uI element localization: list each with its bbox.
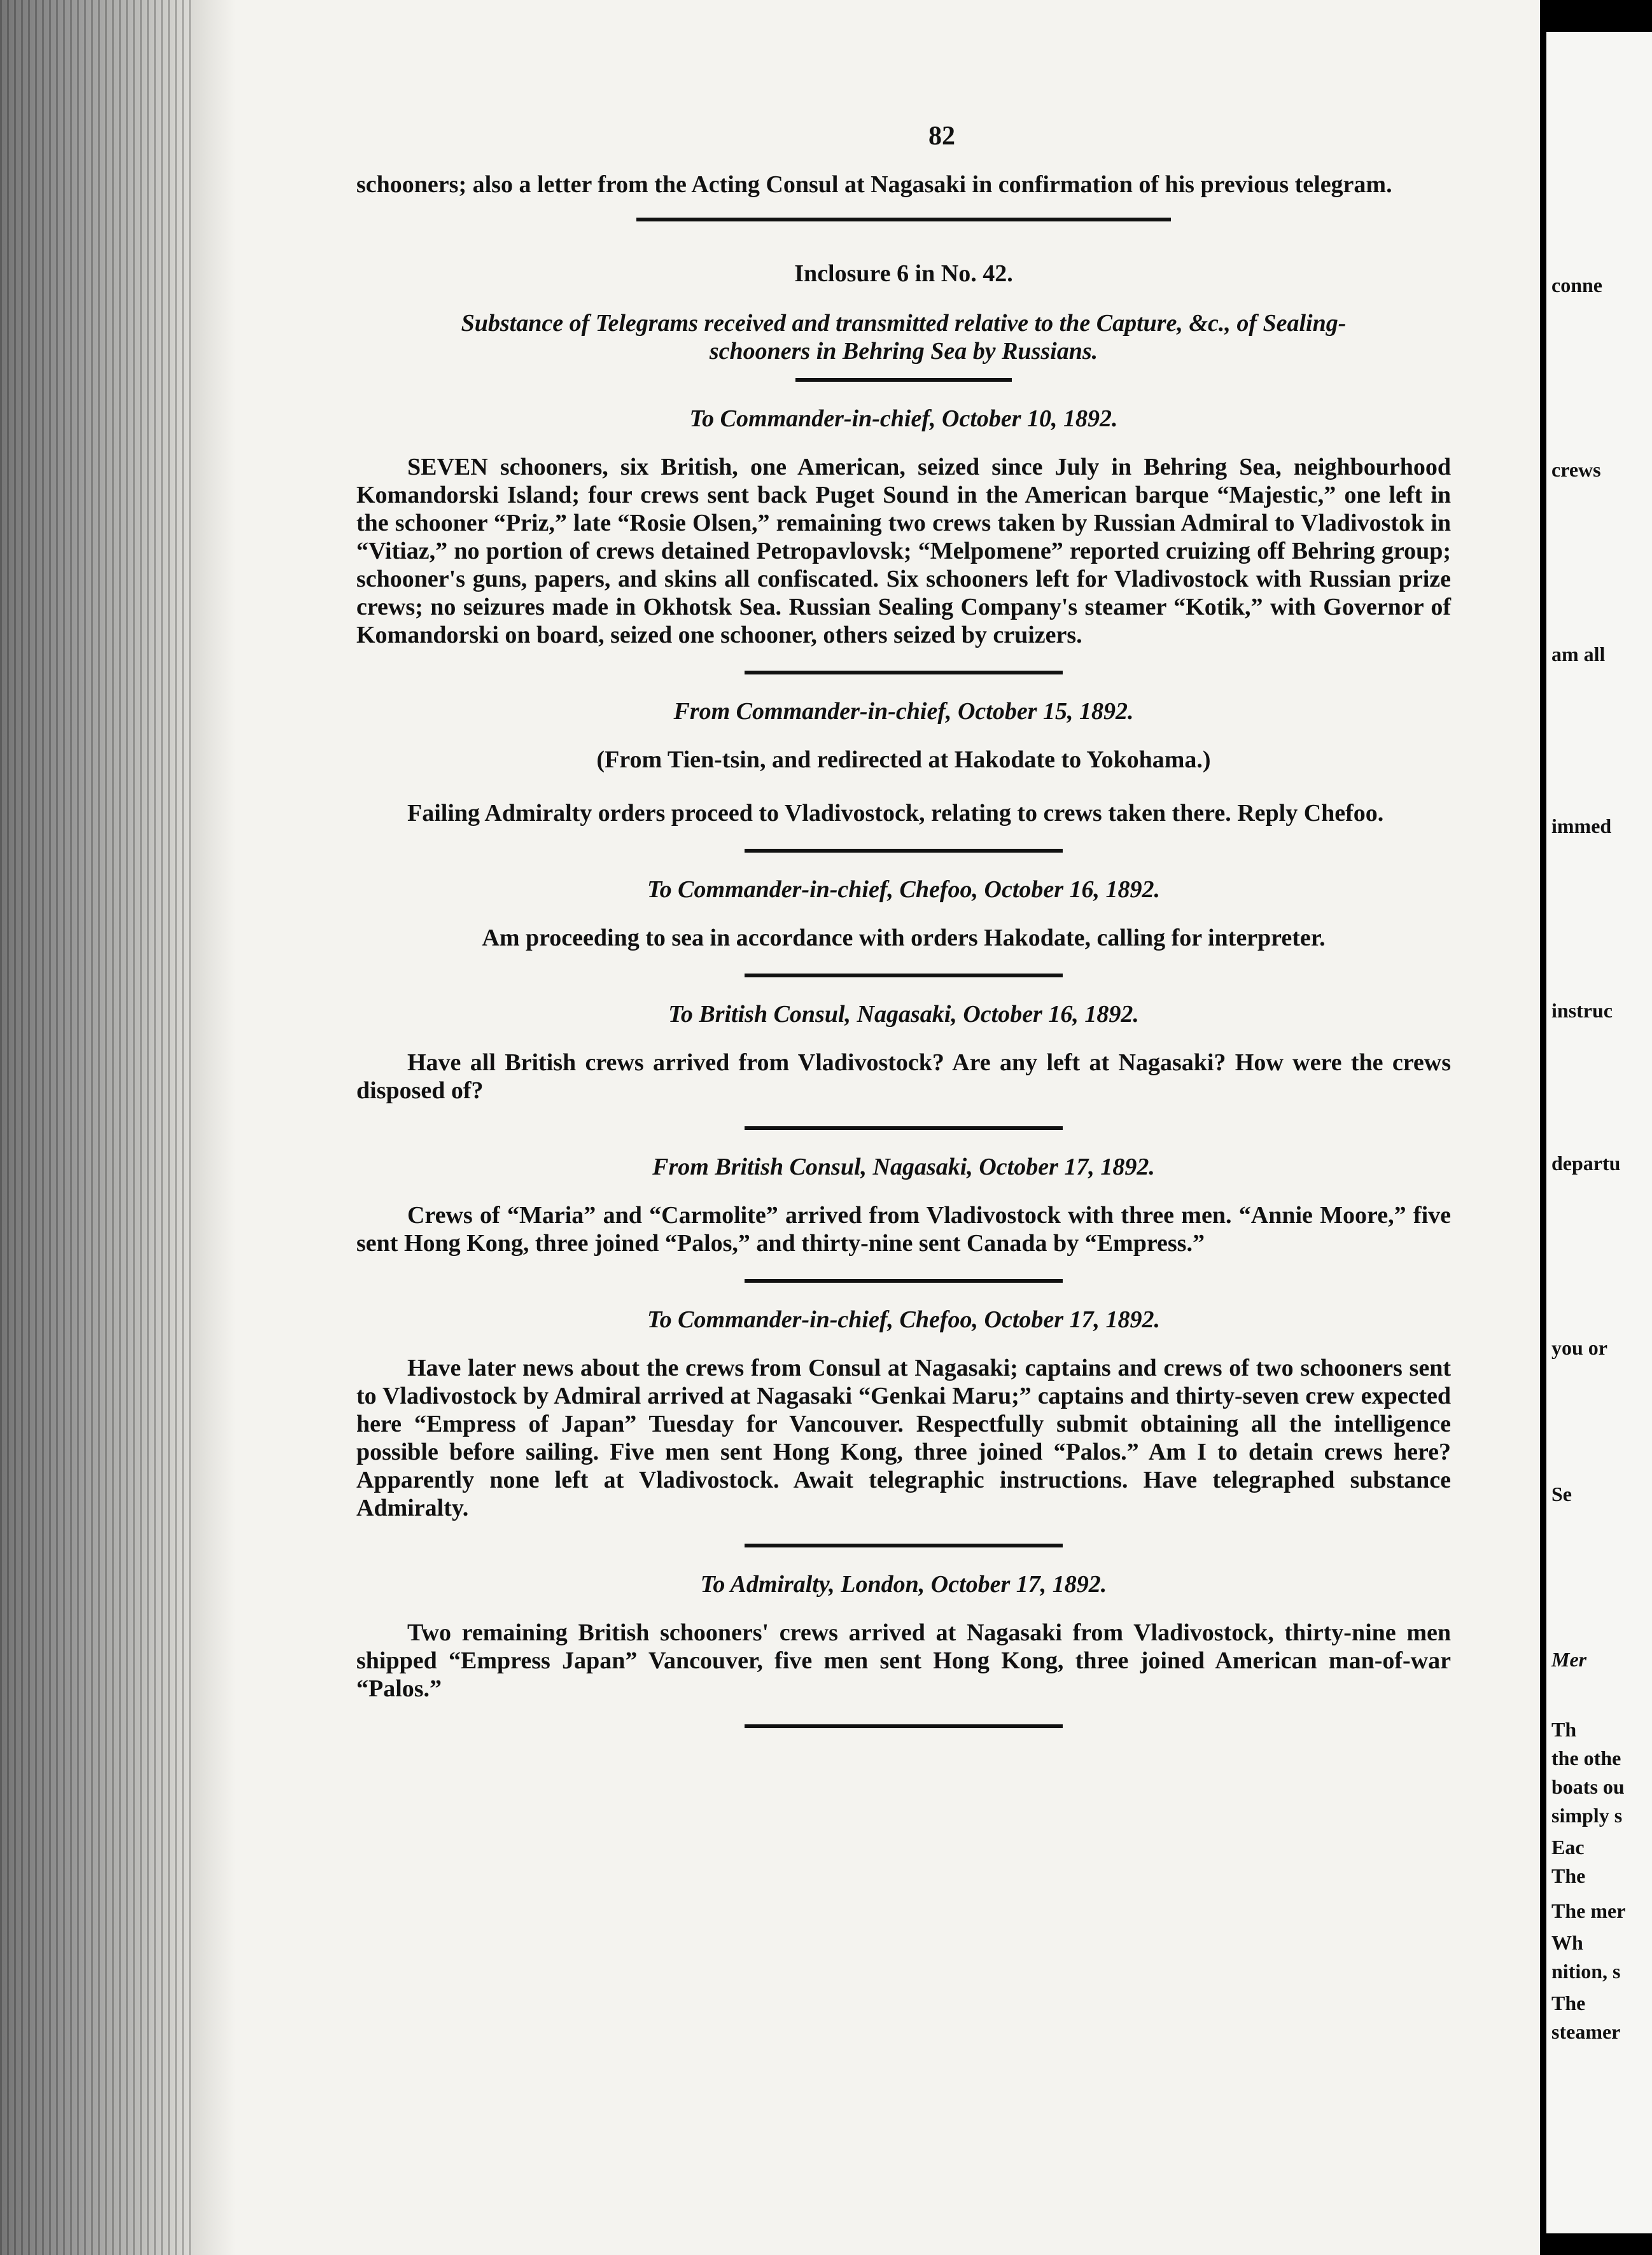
divider-rule — [745, 1279, 1063, 1283]
page-content — [356, 121, 1451, 1751]
telegram — [356, 1153, 1451, 1257]
facing-page-fragment: the othe — [1551, 1747, 1621, 1770]
page-number: 82 — [928, 122, 955, 151]
telegram-header: To Commander-in-chief, Chefoo, October 16, 1892. — [647, 876, 1161, 903]
telegram-header: From British Consul, Nagasaki, October 17, 1892. — [652, 1154, 1155, 1180]
telegram-body: Have later news about the crews from Consul at Nagasaki; captains and crews of two schooners sent to Vladivostock by Admiral arrived at Nagasaki “Genkai Maru;” captains and thirty-seven crew expected here “Empress of Japan” Tuesday for Vancouver. Respectfully submit obtaining all the intelligence possible before sailing. Five men sent Hong Kong, three joined “Palos.” Am I to detain crews here? Apparently none left at Vladivostock. Await telegraphic instructions. Have telegraphed substance Admiralty. — [356, 1355, 1451, 1521]
telegram-body: Two remaining British schooners' crews arrived at Nagasaki from Vladivostock, thirty-nine men shipped “Empress Japan” Vancouver, five men sent Hong Kong, three joined American man-of-war “Palos.” — [356, 1619, 1451, 1702]
telegram-body: Failing Admiralty orders proceed to Vladivostock, relating to crews taken there. Reply Chefoo. — [407, 800, 1384, 827]
facing-page-fragment: am all — [1551, 643, 1606, 666]
telegram — [356, 405, 1451, 649]
facing-page-fragment: Se — [1551, 1483, 1572, 1505]
divider-rule — [745, 849, 1063, 853]
facing-page-fragment: steamer — [1551, 2020, 1621, 2043]
facing-page-fragment: The — [1551, 1992, 1586, 2014]
facing-page-fragment: Eac — [1551, 1836, 1585, 1859]
divider-rule — [745, 671, 1063, 674]
facing-page-fragment: instruc — [1551, 999, 1613, 1022]
telegram — [356, 1570, 1451, 1703]
telegram — [356, 876, 1451, 952]
facing-page-fragment: Mer — [1551, 1648, 1587, 1671]
divider-rule — [745, 974, 1063, 977]
facing-page-fragment: boats ou — [1551, 1775, 1625, 1798]
facing-page-fragment: you or — [1551, 1336, 1607, 1359]
divider-rule — [745, 1126, 1063, 1130]
telegram-body: Am proceeding to sea in accordance with orders Hakodate, calling for interpreter. — [482, 925, 1326, 951]
telegram-body: SEVEN schooners, six British, one American, seized since July in Behring Sea, neighbourhood Komandorski Island; four crews sent back Puget Sound in the American barque “Majestic,” one left in the schooner “Priz,” late “Rosie Olsen,” remaining two crews taken by Russian Admiral to Vladivostok in “Vitiaz,” no portion of crews detained Petropavlovsk; “Melpomene” reported cruizing off Behring group; schooner's guns, papers, and skins all confiscated. Six schooners left for Vladivostock with Russian prize crews; no seizures made in Okhotsk Sea. Russian Sealing Company's steamer “Kotik,” with Governor of Komandorski on board, seized one schooner, others seized by cruizers. — [356, 454, 1451, 648]
telegram-body: Have all British crews arrived from Vladivostock? Are any left at Nagasaki? How were the crews disposed of? — [356, 1049, 1451, 1104]
facing-page-fragment: departu — [1551, 1152, 1621, 1175]
divider-rule — [745, 1544, 1063, 1547]
telegram — [356, 697, 1451, 827]
subheading: Substance of Telegrams received and transmitted relative to the Capture, &c., of Sealing-schooners in Behring Sea by Russians. — [461, 310, 1347, 365]
telegram-header: To Commander-in-chief, October 10, 1892. — [689, 405, 1118, 432]
facing-page-fragment: Th — [1551, 1718, 1577, 1741]
telegram-body: Crews of “Maria” and “Carmolite” arrived from Vladivostock with three men. “Annie Moore,” five sent Hong Kong, three joined “Palos,” and thirty-nine sent Canada by “Empress.” — [356, 1202, 1451, 1257]
telegram — [356, 1306, 1451, 1522]
binding-streaks — [0, 0, 191, 2255]
end-rule — [745, 1724, 1063, 1728]
telegram-header: To British Consul, Nagasaki, October 16, 1892. — [668, 1001, 1139, 1028]
inclosure-heading: Inclosure 6 in No. 42. — [794, 260, 1013, 287]
telegram — [356, 1000, 1451, 1105]
facing-page-fragment: The — [1551, 1864, 1586, 1887]
facing-page-fragment: conne — [1551, 274, 1602, 297]
telegram-header: To Commander-in-chief, Chefoo, October 17, 1892. — [647, 1306, 1161, 1333]
facing-page-fragment: simply s — [1551, 1804, 1623, 1827]
facing-page-fragment: immed — [1551, 814, 1612, 837]
facing-page-fragment: Wh — [1551, 1931, 1583, 1954]
opening-paragraph: schooners; also a letter from the Acting Consul at Nagasaki in confirmation of his previous telegram. — [356, 171, 1392, 198]
facing-page-fragment: crews — [1551, 458, 1601, 481]
divider-rule — [795, 378, 1012, 382]
section-rule — [636, 218, 1171, 221]
facing-page-fragment: nition, s — [1551, 1960, 1621, 1983]
facing-page-edge — [1546, 32, 1652, 2233]
telegram-header: From Commander-in-chief, October 15, 1892. — [673, 698, 1134, 725]
telegram-routing-note: (From Tien-tsin, and redirected at Hakodate to Yokohama.) — [596, 746, 1211, 773]
telegram-header: To Admiralty, London, October 17, 1892. — [700, 1571, 1107, 1598]
facing-page-fragment: The mer — [1551, 1899, 1626, 1922]
